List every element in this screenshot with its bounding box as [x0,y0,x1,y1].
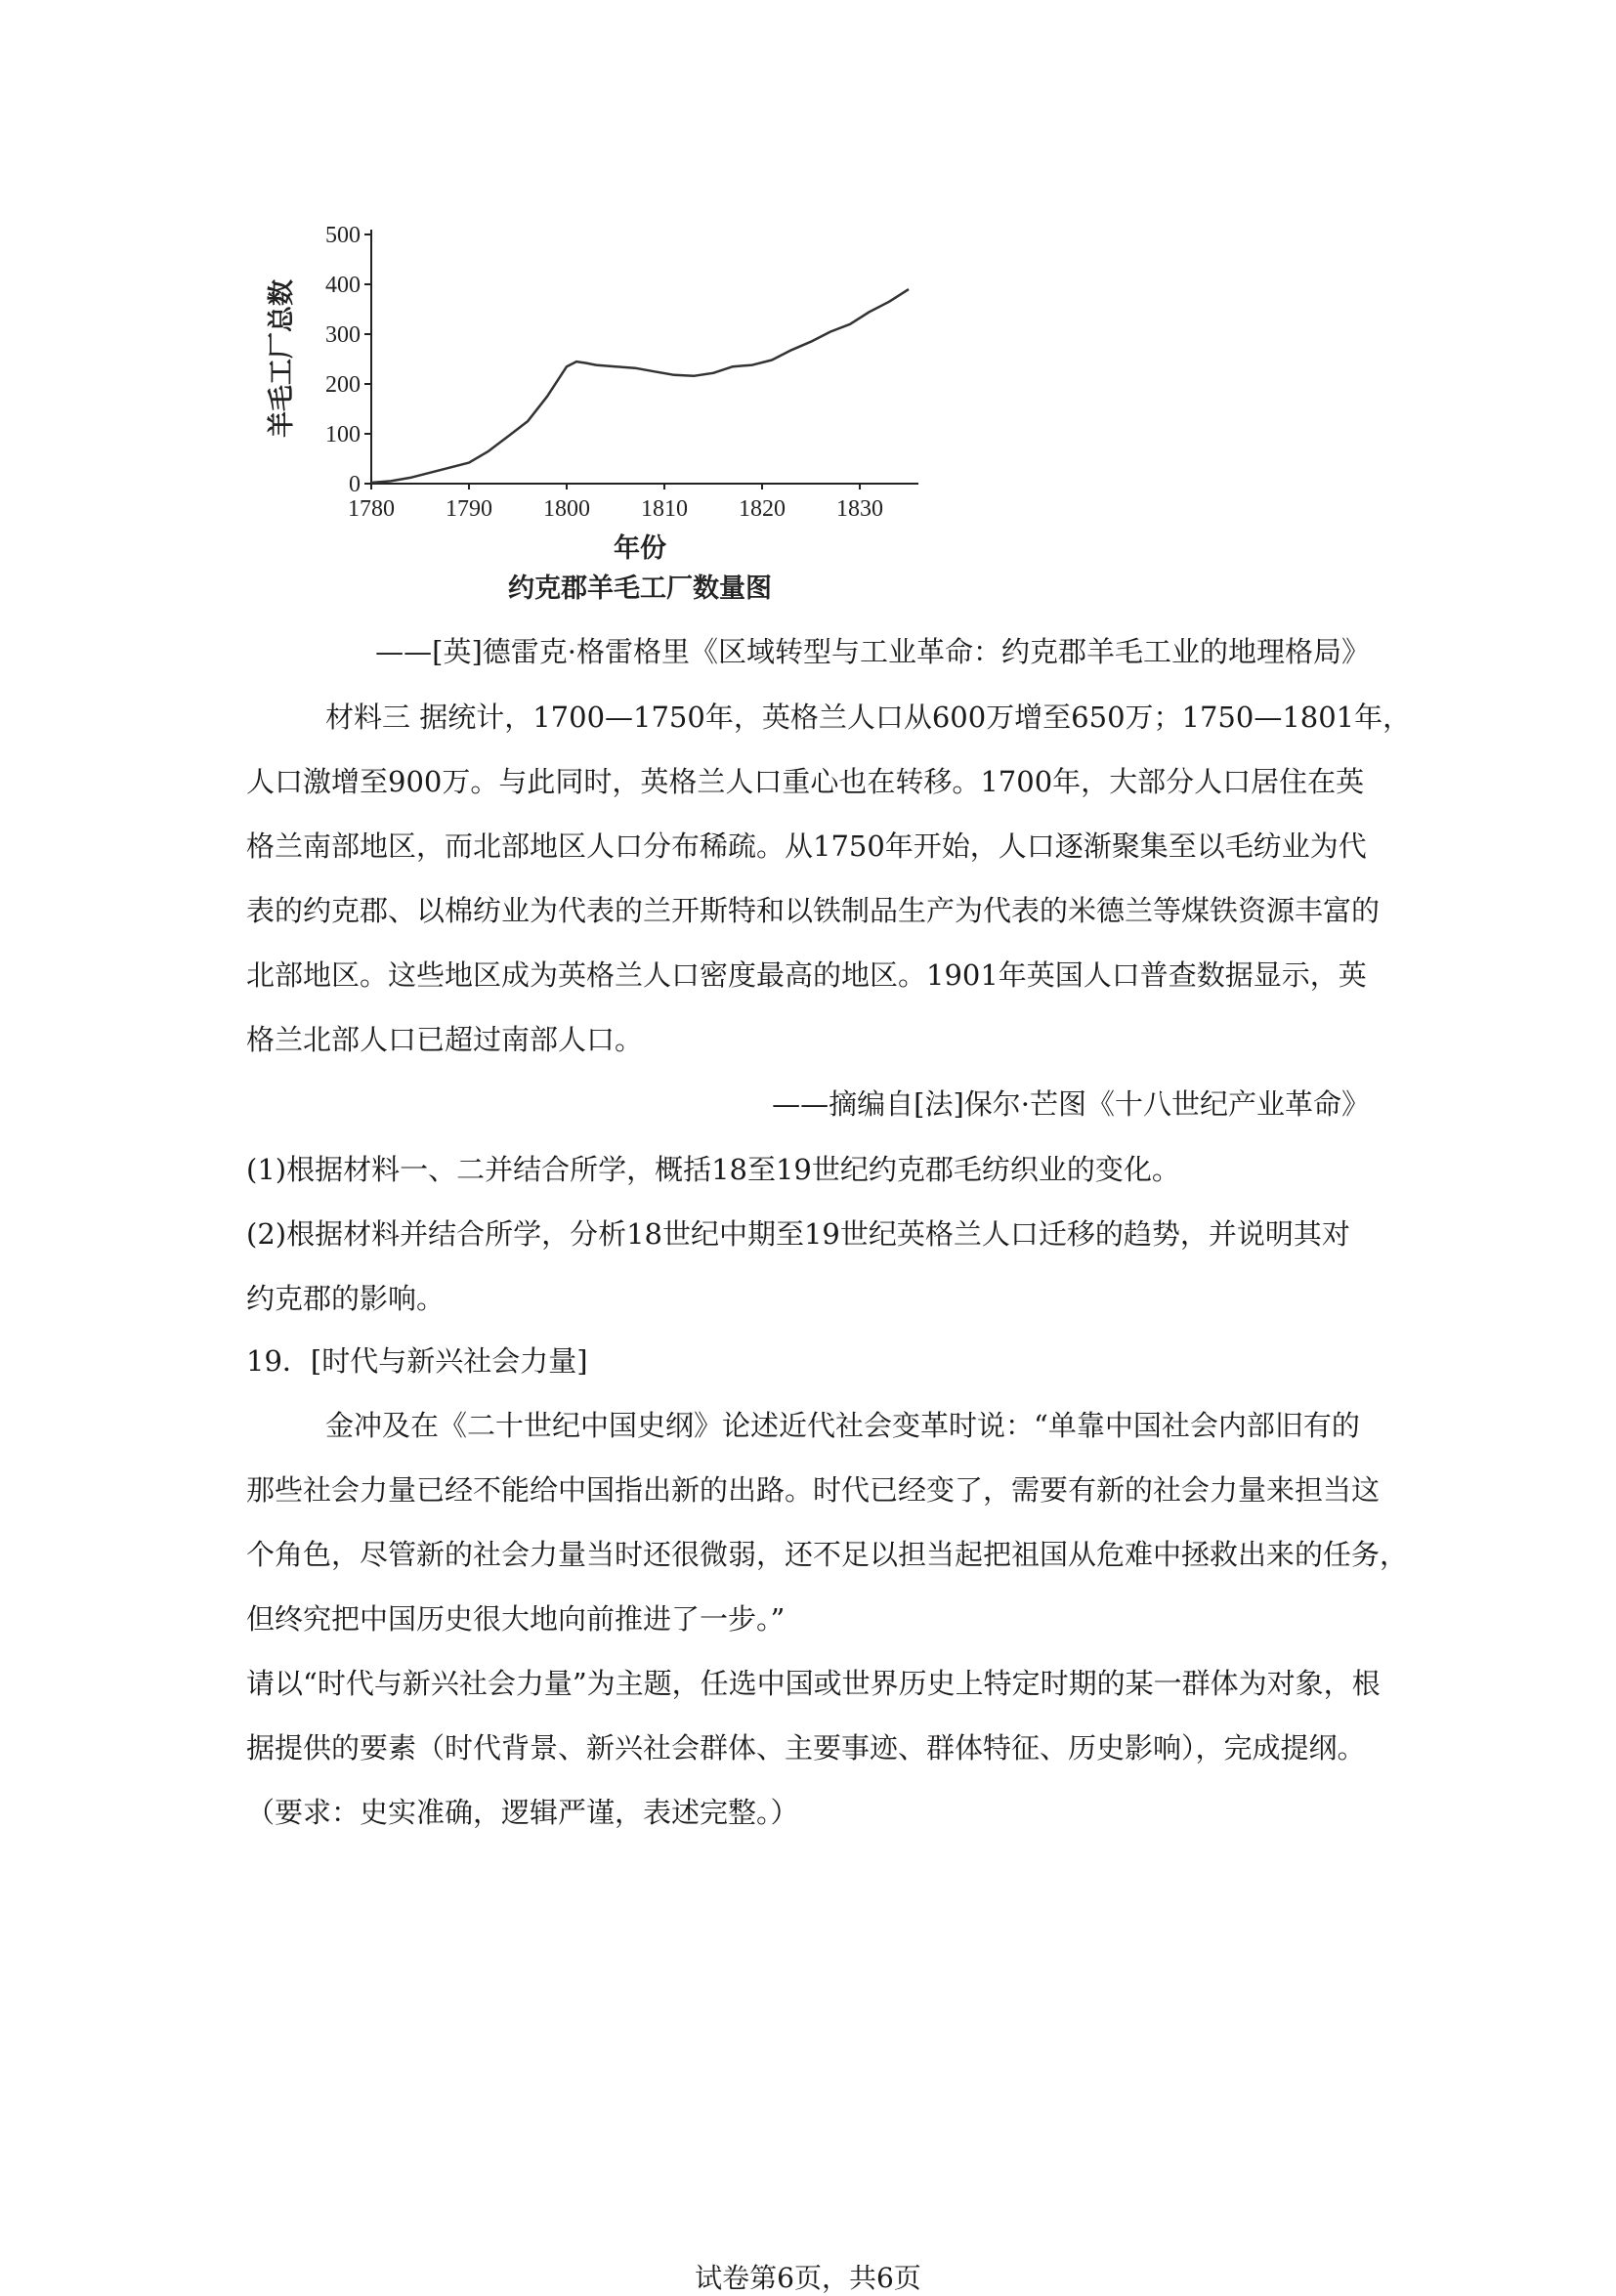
y-tick-label: 200 [325,372,361,398]
question-2: (2)根据材料并结合所学，分析18世纪中期至19世纪英格兰人口迁移的趋势，并说明其对 [246,1217,1350,1251]
series-line [371,289,909,483]
x-tick-label: 1810 [641,496,688,522]
page-footer: 试卷第6页，共6页 [695,2262,921,2294]
requirement-line: （要求：史实准确，逻辑严谨，表述完整。） [246,1796,799,1829]
y-tick-label: 300 [325,322,361,348]
wool-factory-chart [249,210,933,620]
para-line: 但终究把中国历史很大地向前推进了一步。” [246,1602,786,1636]
question-19-title: 19．[时代与新兴社会力量] [246,1344,588,1378]
y-tick-label: 0 [349,472,361,497]
x-tick-label: 1790 [446,496,492,522]
y-tick-label: 100 [325,422,361,447]
para-line: 表的约克郡、以棉纺业为代表的兰开斯特和以铁制品生产为代表的米德兰等煤铁资源丰富的 [246,894,1381,927]
para-line: 人口激增至900万。与此同时，英格兰人口重心也在转移。1700年，大部分人口居住在英 [246,765,1365,798]
para-line: 格兰北部人口已超过南部人口。 [246,1023,644,1056]
y-axis-title: 羊毛工厂总数 [267,279,297,438]
para-line: 材料三 据统计，1700—1750年，英格兰人口从600万增至650万；1750—1801年， [325,701,1412,734]
instruction-line: 据提供的要素（时代背景、新兴社会群体、主要事迹、群体特征、历史影响），完成提纲。 [246,1731,1366,1765]
chart-container [249,210,933,620]
para-line: 个角色，尽管新的社会力量当时还很微弱，还不足以担当起把祖国从危难中拯救出来的任务， [246,1538,1409,1571]
para-line: ——摘编自[法]保尔·芒图《十八世纪产业革命》 [772,1087,1370,1121]
y-tick-label: 500 [325,223,361,248]
x-tick-label: 1820 [739,496,786,522]
instruction-line: 请以“时代与新兴社会力量”为主题，任选中国或世界历史上特定时期的某一群体为对象，根 [246,1667,1381,1700]
para-line: 北部地区。这些地区成为英格兰人口密度最高的地区。1901年英国人口普查数据显示，英 [246,958,1367,992]
question-2-cont: 约克郡的影响。 [246,1282,446,1315]
para-line: 金冲及在《二十世纪中国史纲》论述近代社会变革时说：“单靠中国社会内部旧有的 [325,1409,1360,1442]
para-line: 那些社会力量已经不能给中国指出新的出路。时代已经变了，需要有新的社会力量来担当这 [246,1473,1381,1507]
chart-title: 约克郡羊毛工厂数量图 [508,574,772,604]
source-line-1: ——[英]德雷克·格雷格里《区域转型与工业革命：约克郡羊毛工业的地理格局》 [375,635,1370,668]
x-tick-label: 1800 [543,496,590,522]
y-tick-label: 400 [325,273,361,298]
x-axis-title: 年份 [614,533,666,564]
x-tick-label: 1780 [348,496,395,522]
x-tick-label: 1830 [836,496,883,522]
para-line: 格兰南部地区，而北部地区人口分布稀疏。从1750年开始，人口逐渐聚集至以毛纺业为代 [246,829,1367,863]
question-1: (1)根据材料一、二并结合所学，概括18至19世纪约克郡毛纺织业的变化。 [246,1153,1180,1186]
